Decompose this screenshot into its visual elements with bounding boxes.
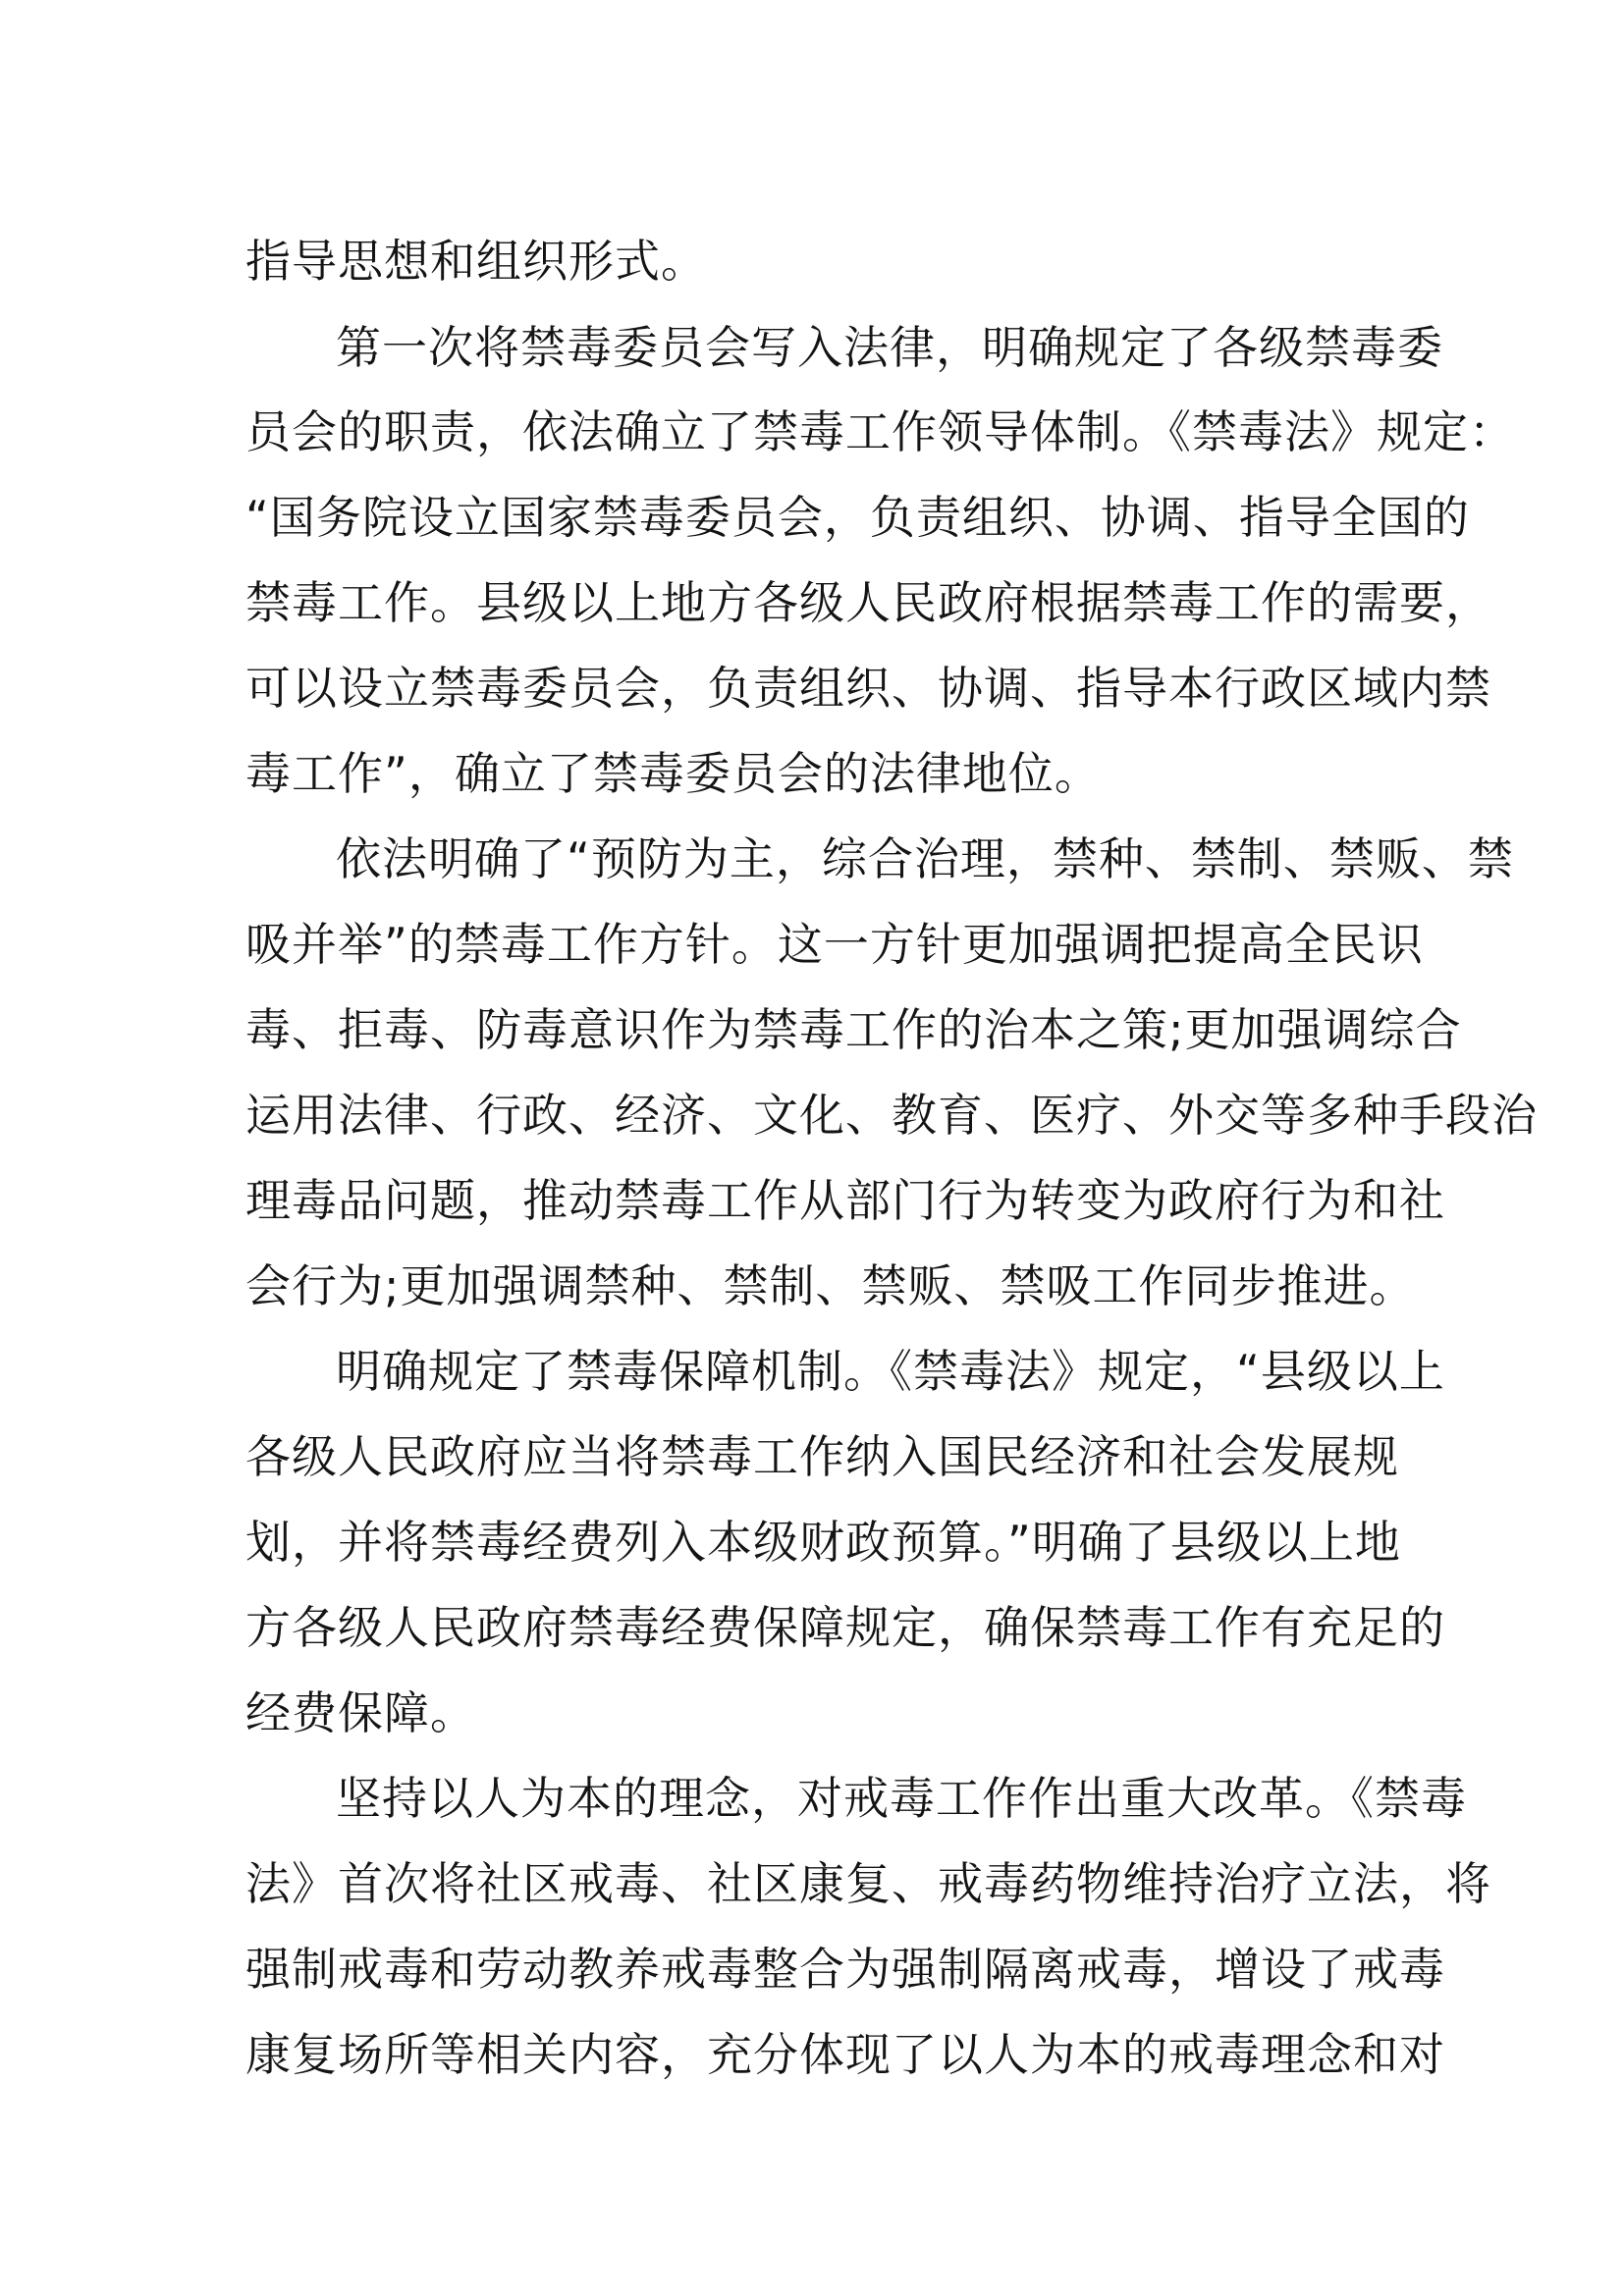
text-line: 员会的职责，依法确立了禁毒工作领导体制。《禁毒法》规定： [245,405,1515,458]
text-line: 法》首次将社区戒毒、社区康复、戒毒药物维持治疗立法，将 [245,1857,1491,1910]
paragraph-first-line: 依法明确了“预防为主，综合治理，禁种、禁制、禁贩、禁 [336,832,1514,885]
text-line: 禁毒工作。县级以上地方各级人民政府根据禁毒工作的需要， [245,576,1491,629]
text-line: 经费保障。 [245,1686,476,1739]
text-line: 会行为;更加强调禁种、禁制、禁贩、禁吸工作同步推进。 [245,1259,1416,1312]
paragraph-first-line: 第一次将禁毒委员会写入法律，明确规定了各级禁毒委 [336,321,1443,374]
text-line: 各级人民政府应当将禁毒工作纳入国民经济和社会发展规 [245,1430,1399,1483]
text-line: 康复场所等相关内容，充分体现了以人为本的戒毒理念和对 [245,2028,1445,2081]
paragraph-first-line: 坚持以人为本的理念，对戒毒工作作出重大改革。《禁毒 [336,1772,1467,1825]
text-line: 毒、拒毒、防毒意识作为禁毒工作的治本之策;更加强调综合 [245,1003,1462,1056]
text-line: 指导思想和组织形式。 [245,235,707,288]
text-line: 划，并将禁毒经费列入本级财政预算。”明确了县级以上地 [245,1516,1401,1569]
text-line: “国务院设立国家禁毒委员会，负责组织、协调、指导全国的 [245,491,1470,544]
text-line: 毒工作”，确立了禁毒委员会的法律地位。 [245,747,1101,800]
text-line: 强制戒毒和劳动教养戒毒整合为强制隔离戒毒，增设了戒毒 [245,1943,1445,1996]
text-line: 可以设立禁毒委员会，负责组织、协调、指导本行政区域内禁 [245,662,1491,715]
text-line: 理毒品问题，推动禁毒工作从部门行为转变为政府行为和社 [245,1174,1445,1227]
text-line: 吸并举”的禁毒工作方针。这一方针更加强调把提高全民识 [245,918,1424,971]
text-line: 运用法律、行政、经济、文化、教育、医疗、外交等多种手段治 [245,1089,1538,1142]
text-line: 方各级人民政府禁毒经费保障规定，确保禁毒工作有充足的 [245,1601,1445,1654]
paragraph-first-line: 明确规定了禁毒保障机制。《禁毒法》规定，“县级以上 [336,1345,1445,1398]
